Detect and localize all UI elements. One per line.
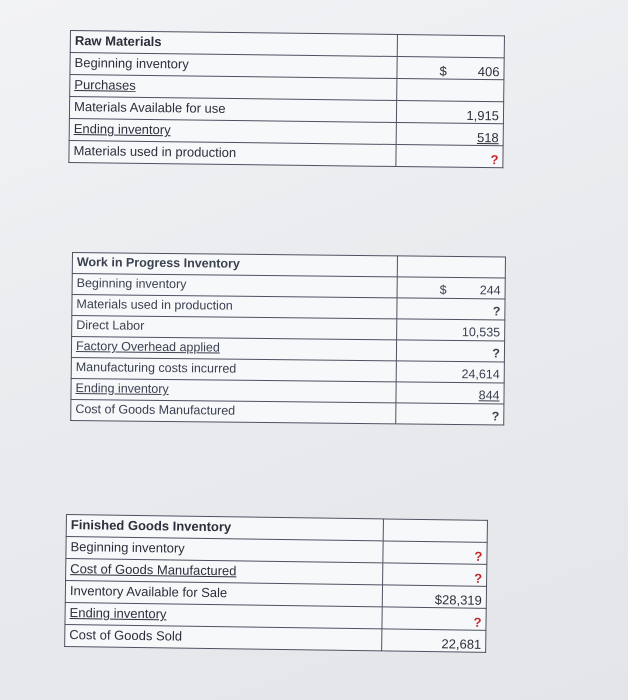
value-text: 406 <box>477 63 500 79</box>
row-value: 1,915 <box>396 100 503 123</box>
row-value: ? <box>397 298 505 320</box>
row-label: Ending inventory <box>71 378 396 402</box>
header-empty-cell <box>397 35 504 58</box>
value-text: 518 <box>476 129 499 145</box>
row-value <box>396 122 503 145</box>
value-text: 844 <box>478 388 500 403</box>
row-value: ? <box>396 403 504 425</box>
row-label: Ending inventory <box>65 602 382 628</box>
row-label: Ending inventory <box>69 118 396 144</box>
row-value <box>397 277 505 299</box>
work-in-progress-title: Work in Progress Inventory <box>72 253 397 277</box>
row-label: Materials used in production <box>72 295 397 319</box>
row-value: ? <box>382 607 486 630</box>
row-label: Cost of Goods Sold <box>65 624 382 650</box>
header-empty-cell <box>383 519 487 542</box>
row-value: 10,535 <box>397 319 505 341</box>
row-value: ? <box>383 541 487 564</box>
row-value: ? <box>396 144 503 167</box>
currency-symbol: $ <box>439 283 447 298</box>
row-value <box>396 382 504 404</box>
row-value <box>397 78 504 101</box>
row-label: Beginning inventory <box>72 274 397 298</box>
row-value: 22,681 <box>382 629 486 652</box>
row-label: Cost of Goods Manufactured <box>66 559 383 585</box>
row-label: Factory Overhead applied <box>71 337 396 361</box>
raw-materials-title: Raw Materials <box>70 31 397 57</box>
row-label: Inventory Available for Sale <box>65 581 382 607</box>
row-label: Beginning inventory <box>66 537 383 563</box>
row-value: 24,614 <box>396 361 504 383</box>
value-text: 244 <box>479 283 501 298</box>
table-row <box>69 140 503 167</box>
table-row <box>71 399 504 425</box>
row-label: Direct Labor <box>72 316 397 340</box>
row-label: Materials Available for use <box>69 97 396 123</box>
row-label: Manufacturing costs incurred <box>71 357 396 381</box>
row-label: Beginning inventory <box>70 53 397 79</box>
header-empty-cell <box>397 256 505 278</box>
row-label: Purchases <box>70 75 397 101</box>
row-value: $28,319 <box>382 585 486 608</box>
table-row <box>65 624 486 652</box>
row-value: ? <box>383 563 487 586</box>
currency-symbol: $ <box>439 63 447 79</box>
row-label: Materials used in production <box>69 140 396 166</box>
row-label: Cost of Goods Manufactured <box>71 399 396 423</box>
raw-materials-table <box>68 30 505 168</box>
finished-goods-table <box>64 514 488 653</box>
row-value: ? <box>396 340 504 362</box>
finished-goods-title: Finished Goods Inventory <box>66 515 383 541</box>
work-in-progress-table <box>70 252 506 426</box>
row-value <box>397 56 504 79</box>
